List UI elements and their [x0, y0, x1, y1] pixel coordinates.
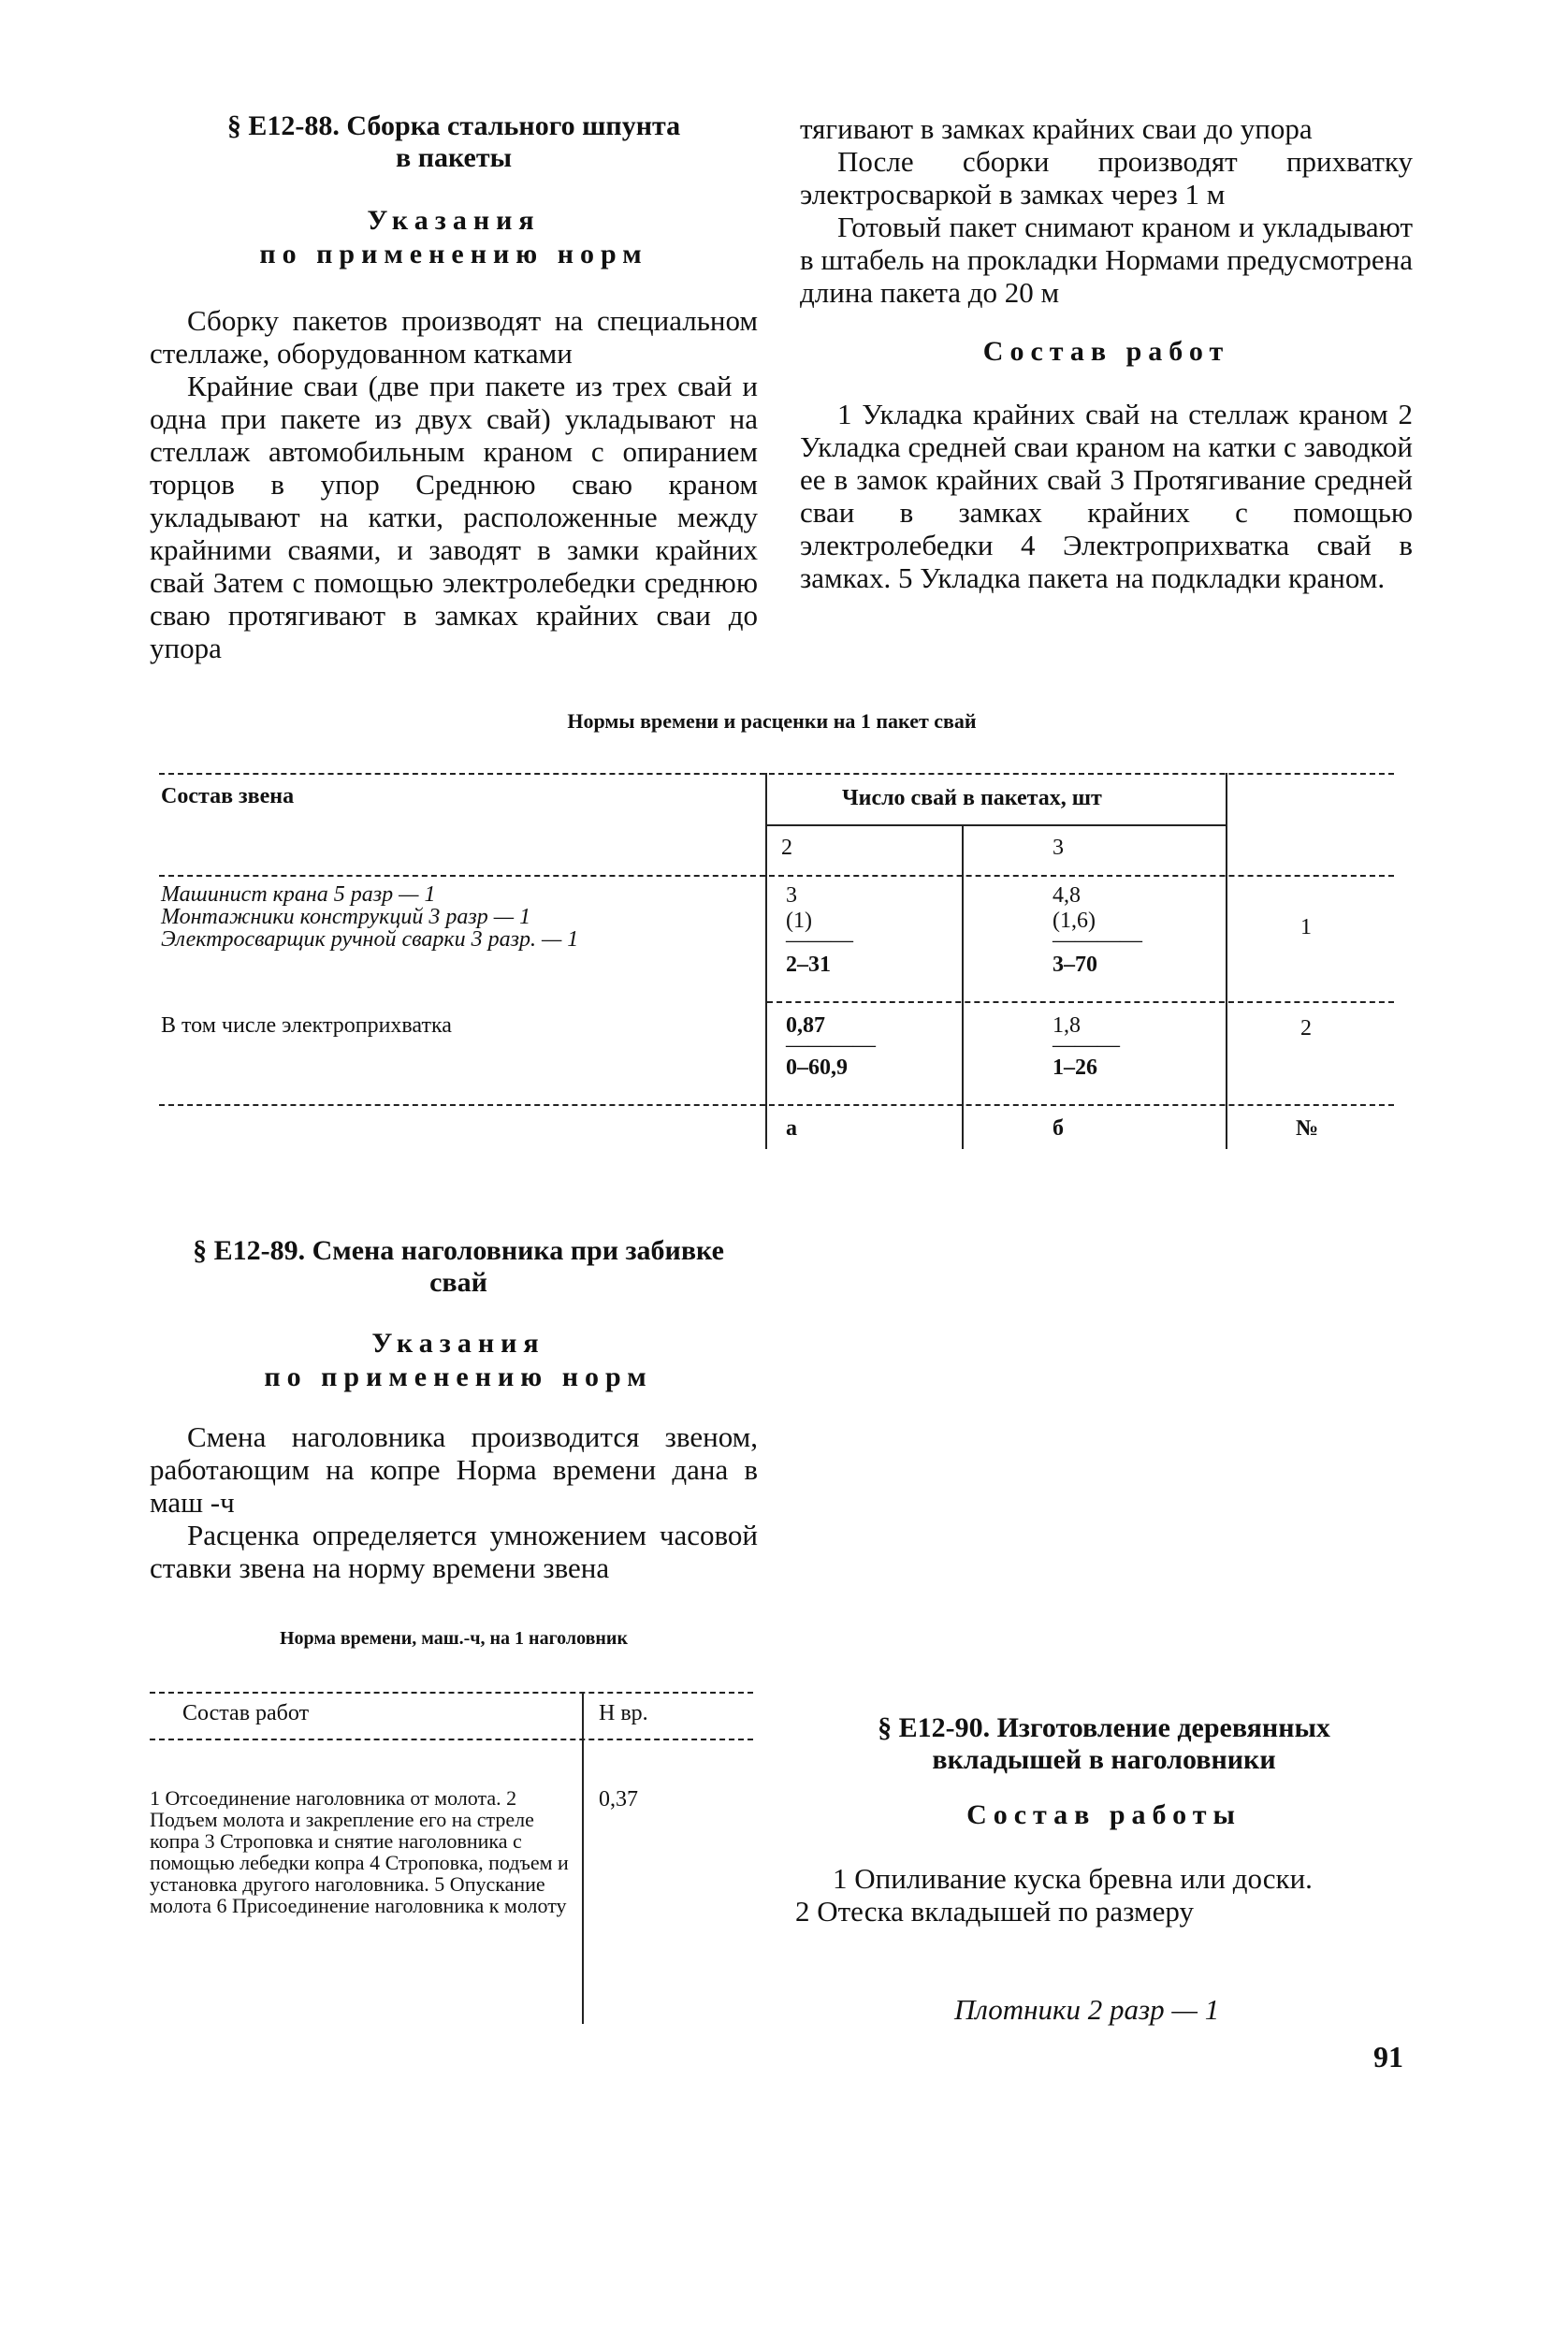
crew-line: Машинист крана 5 разр — 1 [161, 882, 436, 907]
separator: ——— [786, 928, 853, 953]
section-88-title: § Е12-88. Сборка стального шпунта [226, 110, 681, 141]
norm-paren: (1,6) [1053, 909, 1096, 933]
works-heading: Состав работ [982, 336, 1230, 367]
paragraph: Расценка определяется умножением часовой ставки звена на норму времени звена [150, 1519, 758, 1584]
section-90-header [795, 1712, 1413, 1776]
page-number: 91 [1373, 2040, 1403, 2074]
header-crew: Состав звена [161, 784, 295, 808]
paragraph-tail: тягивают в замках крайних сваи до упора [800, 112, 1313, 145]
norm-paren: (1) [786, 909, 812, 933]
norm-value: 4,8 [1053, 883, 1081, 908]
works-cell: 1 Отсоединение наголовника от молота. 2 Подъем молота и закрепление его на стреле копра 3 Строповка и снятие наголовника с помощью лебедки копра 4 Строповка, подъем и установка другого наголовника. 5 Опускание молота 6 Присоединение наголовника к молоту [150, 1786, 569, 1917]
price-value: 2–31 [786, 953, 831, 977]
notes-heading-line1: Указания [367, 205, 541, 236]
header-count: Число свай в пакетах, шт [842, 786, 1102, 810]
section-88-title-cont: в пакеты [396, 142, 512, 173]
works-list-90 [795, 1862, 1413, 1928]
price-value: 0–60,9 [786, 1055, 848, 1080]
subheader-2: 2 [781, 836, 792, 860]
footer-a: а [786, 1116, 797, 1141]
norm-value: 1,8 [1053, 1013, 1081, 1038]
subheader-3: 3 [1053, 836, 1064, 860]
crew-90: Плотники 2 разр — 1 [954, 1993, 1220, 2026]
works-line: 2 Отеска вкладышей по размеру [795, 1895, 1194, 1928]
works-heading: Состав работы [966, 1799, 1241, 1830]
separator: ———— [786, 1033, 876, 1057]
table-rule [582, 1692, 584, 2024]
paragraph: Смена наголовника производится звеном, работающим на копре Норма времени дана в маш -ч [150, 1420, 758, 1519]
notes-heading-line2: по применению норм [264, 1361, 653, 1392]
section-89-title-cont: свай [429, 1267, 487, 1298]
header-norm: Н вр. [599, 1701, 648, 1725]
crew-line: Электросварщик ручной сварки 3 разр. — 1 [161, 927, 579, 952]
table-caption: Нормы времени и расценки на 1 пакет свай [567, 709, 977, 733]
paragraph: Сборку пакетов производят на специальном стеллаже, оборудованном катками [150, 304, 758, 370]
row-number-1: 1 [1300, 915, 1312, 939]
separator: ——— [1053, 1033, 1120, 1057]
row-number-2: 2 [1300, 1016, 1312, 1041]
notes-heading-line2: по применению норм [259, 239, 648, 269]
works-heading-90 [795, 1798, 1413, 1832]
footer-b: б [1053, 1116, 1064, 1141]
paragraph: После сборки производят прихватку электросваркой в замках через 1 м [800, 145, 1413, 211]
section-90-title: § Е12-90. Изготовление деревянных [878, 1712, 1330, 1743]
price-value: 3–70 [1053, 953, 1097, 977]
works-text: 1 Укладка крайних свай на стеллаж краном 2 Укладка средней сваи краном на катки с заводкой ее в замок крайних свай 3 Протягивание средней сваи в замках крайних с помощью электролебедки 4 Электроприхватка свай в замках. 5 Укладка пакета на подкладки краном. [800, 398, 1413, 594]
separator: ———— [1053, 928, 1142, 953]
table-rule [150, 1739, 753, 1740]
table-rule [150, 1692, 753, 1694]
section-89-title: § Е12-89. Смена наголовника при забивке [193, 1235, 724, 1266]
row-2-label: В том числе электроприхватка [161, 1013, 452, 1038]
works-line: 1 Опиливание куска бревна или доски. [833, 1862, 1313, 1895]
norm-cell: 0,37 [599, 1787, 638, 1812]
crew-line: Монтажники конструкций 3 разр — 1 [161, 905, 531, 929]
norm-value: 0,87 [786, 1013, 825, 1038]
paragraph: Готовый пакет снимают краном и укладывают в штабель на прокладки Нормами предусмотрена длина пакета до 20 м [800, 211, 1413, 309]
section-90-title-cont: вкладышей в наголовники [932, 1744, 1276, 1775]
header-works: Состав работ [182, 1701, 310, 1725]
norm-value: 3 [786, 883, 797, 908]
footer-no: № [1296, 1116, 1319, 1141]
table-caption: Норма времени, маш.-ч, на 1 наголовник [280, 1628, 628, 1649]
paragraph: Крайние сваи (две при пакете из трех свай и одна при пакете из двух свай) укладывают на стеллаж автомобильным краном с опиранием торцов в упор Среднюю сваю краном укладывают на катки, расположенные между крайними сваями, и заводят в замки крайних свай Затем с помощью электролебедки среднюю сваю протягивают в замках крайних сваи до упора [150, 370, 758, 664]
notes-heading-line1: Указания [371, 1328, 545, 1359]
price-value: 1–26 [1053, 1055, 1097, 1080]
